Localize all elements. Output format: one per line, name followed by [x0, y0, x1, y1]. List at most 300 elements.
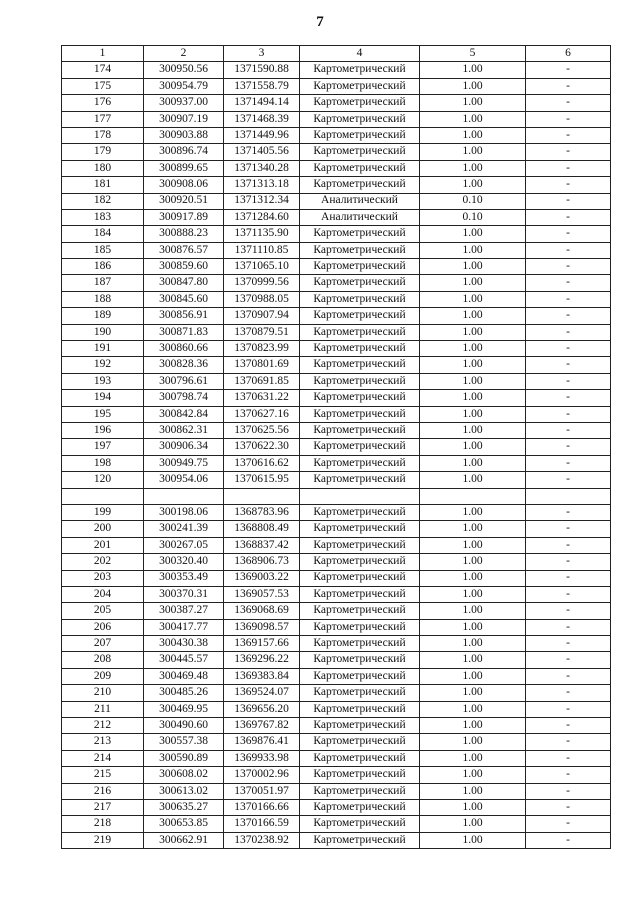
cell-method: Картометрический — [300, 144, 420, 160]
table-row — [62, 488, 611, 504]
cell-note: - — [526, 734, 611, 750]
cell-coordinate-x: 300320.40 — [144, 554, 224, 570]
cell-coordinate-x: 300798.74 — [144, 390, 224, 406]
cell-note: - — [526, 439, 611, 455]
cell-coordinate-y: 1370238.92 — [224, 832, 300, 848]
table-body — [62, 62, 611, 849]
cell-note: - — [526, 308, 611, 324]
cell-point-number: 213 — [62, 734, 144, 750]
cell-coordinate-x: 300888.23 — [144, 226, 224, 242]
cell-accuracy: 1.00 — [420, 373, 526, 389]
cell-point-number: 206 — [62, 619, 144, 635]
cell-coordinate-y: 1369157.66 — [224, 636, 300, 652]
cell-accuracy: 1.00 — [420, 718, 526, 734]
cell-accuracy: 1.00 — [420, 62, 526, 78]
cell-point-number: 195 — [62, 406, 144, 422]
cell-coordinate-x: 300949.75 — [144, 455, 224, 471]
cell-note: - — [526, 177, 611, 193]
cell-coordinate-x: 300842.84 — [144, 406, 224, 422]
cell-coordinate-x: 300856.91 — [144, 308, 224, 324]
cell-coordinate-x: 300267.05 — [144, 537, 224, 553]
cell-method: Картометрический — [300, 767, 420, 783]
cell-coordinate-x: 300908.06 — [144, 177, 224, 193]
cell-note: - — [526, 259, 611, 275]
cell-coordinate-y: 1371110.85 — [224, 242, 300, 258]
cell-coordinate-y: 1371449.96 — [224, 127, 300, 143]
cell-coordinate-y: 1370625.56 — [224, 422, 300, 438]
cell-accuracy: 1.00 — [420, 226, 526, 242]
cell-accuracy: 1.00 — [420, 341, 526, 357]
cell-accuracy: 1.00 — [420, 324, 526, 340]
cell-method: Картометрический — [300, 718, 420, 734]
cell-coordinate-x: 300557.38 — [144, 734, 224, 750]
table-row — [62, 259, 611, 275]
cell-coordinate-x: 300937.00 — [144, 95, 224, 111]
cell-accuracy: 1.00 — [420, 455, 526, 471]
cell-note: - — [526, 783, 611, 799]
cell-note — [526, 488, 611, 504]
cell-coordinate-y: 1371135.90 — [224, 226, 300, 242]
cell-coordinate-x: 300241.39 — [144, 521, 224, 537]
cell-coordinate-y: 1371494.14 — [224, 95, 300, 111]
cell-method: Картометрический — [300, 308, 420, 324]
cell-note: - — [526, 504, 611, 520]
table-row — [62, 390, 611, 406]
cell-point-number: 197 — [62, 439, 144, 455]
table-row — [62, 373, 611, 389]
cell-coordinate-x: 300950.56 — [144, 62, 224, 78]
cell-point-number: 215 — [62, 767, 144, 783]
cell-point-number: 190 — [62, 324, 144, 340]
cell-coordinate-y: 1370801.69 — [224, 357, 300, 373]
column-header-4: 4 — [300, 46, 420, 62]
cell-point-number: 201 — [62, 537, 144, 553]
cell-accuracy: 1.00 — [420, 668, 526, 684]
cell-coordinate-y — [224, 488, 300, 504]
cell-coordinate-y: 1369296.22 — [224, 652, 300, 668]
cell-method: Картометрический — [300, 570, 420, 586]
cell-note: - — [526, 390, 611, 406]
cell-point-number: 186 — [62, 259, 144, 275]
cell-coordinate-y: 1369656.20 — [224, 701, 300, 717]
cell-accuracy: 1.00 — [420, 95, 526, 111]
cell-method: Картометрический — [300, 652, 420, 668]
cell-method: Картометрический — [300, 78, 420, 94]
cell-coordinate-x: 300469.95 — [144, 701, 224, 717]
cell-coordinate-x: 300906.34 — [144, 439, 224, 455]
cell-coordinate-y: 1368837.42 — [224, 537, 300, 553]
cell-method: Картометрический — [300, 750, 420, 766]
cell-method: Картометрический — [300, 734, 420, 750]
cell-point-number: 216 — [62, 783, 144, 799]
cell-accuracy: 1.00 — [420, 144, 526, 160]
cell-coordinate-x: 300653.85 — [144, 816, 224, 832]
cell-coordinate-y: 1370879.51 — [224, 324, 300, 340]
cell-coordinate-y: 1368783.96 — [224, 504, 300, 520]
cell-note: - — [526, 242, 611, 258]
column-header-2: 2 — [144, 46, 224, 62]
table-row — [62, 636, 611, 652]
cell-method: Картометрический — [300, 390, 420, 406]
cell-accuracy: 1.00 — [420, 308, 526, 324]
table-row — [62, 455, 611, 471]
cell-note: - — [526, 668, 611, 684]
table-row — [62, 422, 611, 438]
cell-method: Картометрический — [300, 521, 420, 537]
cell-note: - — [526, 127, 611, 143]
cell-accuracy: 1.00 — [420, 603, 526, 619]
table-row — [62, 586, 611, 602]
cell-method: Картометрический — [300, 799, 420, 815]
cell-point-number: 217 — [62, 799, 144, 815]
cell-coordinate-x: 300954.06 — [144, 472, 224, 488]
cell-note: - — [526, 636, 611, 652]
table-row — [62, 472, 611, 488]
cell-accuracy: 1.00 — [420, 636, 526, 652]
cell-accuracy: 1.00 — [420, 439, 526, 455]
column-header-5: 5 — [420, 46, 526, 62]
table-row — [62, 193, 611, 209]
cell-point-number: 214 — [62, 750, 144, 766]
cell-accuracy: 1.00 — [420, 652, 526, 668]
cell-coordinate-x: 300903.88 — [144, 127, 224, 143]
cell-point-number: 189 — [62, 308, 144, 324]
cell-accuracy: 0.10 — [420, 193, 526, 209]
table-row — [62, 521, 611, 537]
cell-coordinate-x: 300847.80 — [144, 275, 224, 291]
cell-note: - — [526, 570, 611, 586]
cell-note: - — [526, 455, 611, 471]
cell-coordinate-y: 1370999.56 — [224, 275, 300, 291]
cell-point-number: 178 — [62, 127, 144, 143]
cell-point-number: 211 — [62, 701, 144, 717]
table-row — [62, 160, 611, 176]
cell-point-number: 187 — [62, 275, 144, 291]
cell-note: - — [526, 603, 611, 619]
cell-method: Картометрический — [300, 111, 420, 127]
cell-note: - — [526, 373, 611, 389]
cell-coordinate-y: 1370988.05 — [224, 291, 300, 307]
table-row — [62, 734, 611, 750]
cell-method: Картометрический — [300, 832, 420, 848]
cell-accuracy: 1.00 — [420, 685, 526, 701]
cell-note: - — [526, 209, 611, 225]
cell-coordinate-x: 300862.31 — [144, 422, 224, 438]
cell-point-number: 196 — [62, 422, 144, 438]
cell-method: Аналитический — [300, 193, 420, 209]
cell-note: - — [526, 799, 611, 815]
cell-coordinate-x — [144, 488, 224, 504]
cell-coordinate-x: 300445.57 — [144, 652, 224, 668]
table-row — [62, 750, 611, 766]
cell-method: Картометрический — [300, 668, 420, 684]
cell-coordinate-y: 1370002.96 — [224, 767, 300, 783]
cell-note: - — [526, 62, 611, 78]
cell-coordinate-x: 300907.19 — [144, 111, 224, 127]
cell-point-number: 205 — [62, 603, 144, 619]
cell-point-number: 200 — [62, 521, 144, 537]
cell-method: Картометрический — [300, 603, 420, 619]
table-row — [62, 668, 611, 684]
table-row — [62, 242, 611, 258]
coordinates-table — [61, 45, 611, 849]
table-row — [62, 685, 611, 701]
cell-method: Картометрический — [300, 537, 420, 553]
cell-accuracy: 1.00 — [420, 701, 526, 717]
cell-point-number: 188 — [62, 291, 144, 307]
table-row — [62, 603, 611, 619]
cell-point-number: 208 — [62, 652, 144, 668]
cell-method: Картометрический — [300, 291, 420, 307]
cell-note: - — [526, 750, 611, 766]
page-number: 7 — [316, 14, 324, 30]
cell-accuracy: 1.00 — [420, 127, 526, 143]
cell-note: - — [526, 144, 611, 160]
cell-coordinate-y: 1370166.59 — [224, 816, 300, 832]
cell-method: Картометрический — [300, 127, 420, 143]
cell-note: - — [526, 767, 611, 783]
cell-coordinate-y: 1368906.73 — [224, 554, 300, 570]
cell-coordinate-y: 1369524.07 — [224, 685, 300, 701]
cell-coordinate-y: 1369383.84 — [224, 668, 300, 684]
cell-note: - — [526, 718, 611, 734]
cell-accuracy: 1.00 — [420, 570, 526, 586]
cell-coordinate-y: 1369003.22 — [224, 570, 300, 586]
cell-coordinate-x: 300430.38 — [144, 636, 224, 652]
cell-accuracy: 1.00 — [420, 422, 526, 438]
cell-method: Картометрический — [300, 373, 420, 389]
cell-note: - — [526, 652, 611, 668]
cell-point-number: 192 — [62, 357, 144, 373]
cell-accuracy: 1.00 — [420, 242, 526, 258]
cell-point-number: 219 — [62, 832, 144, 848]
cell-note: - — [526, 341, 611, 357]
cell-coordinate-x: 300613.02 — [144, 783, 224, 799]
cell-coordinate-x: 300469.48 — [144, 668, 224, 684]
cell-method: Картометрический — [300, 586, 420, 602]
cell-accuracy: 1.00 — [420, 177, 526, 193]
cell-accuracy: 1.00 — [420, 275, 526, 291]
table-row — [62, 439, 611, 455]
cell-coordinate-y: 1370631.22 — [224, 390, 300, 406]
column-header-1: 1 — [62, 46, 144, 62]
cell-coordinate-y: 1370907.94 — [224, 308, 300, 324]
cell-coordinate-y: 1370166.66 — [224, 799, 300, 815]
cell-note: - — [526, 586, 611, 602]
cell-note: - — [526, 406, 611, 422]
cell-accuracy: 1.00 — [420, 406, 526, 422]
cell-note: - — [526, 193, 611, 209]
cell-method: Картометрический — [300, 701, 420, 717]
cell-coordinate-x: 300387.27 — [144, 603, 224, 619]
cell-method: Картометрический — [300, 472, 420, 488]
cell-coordinate-x: 300796.61 — [144, 373, 224, 389]
cell-coordinate-y: 1371468.39 — [224, 111, 300, 127]
cell-method — [300, 488, 420, 504]
cell-note: - — [526, 111, 611, 127]
table-row — [62, 62, 611, 78]
cell-method: Картометрический — [300, 357, 420, 373]
cell-note: - — [526, 226, 611, 242]
cell-point-number: 120 — [62, 472, 144, 488]
cell-coordinate-y: 1370627.16 — [224, 406, 300, 422]
cell-coordinate-y: 1371065.10 — [224, 259, 300, 275]
cell-accuracy: 1.00 — [420, 816, 526, 832]
table-row — [62, 177, 611, 193]
cell-note: - — [526, 357, 611, 373]
table-row — [62, 619, 611, 635]
cell-point-number: 183 — [62, 209, 144, 225]
cell-point-number: 174 — [62, 62, 144, 78]
table-row — [62, 767, 611, 783]
cell-note: - — [526, 291, 611, 307]
cell-method: Картометрический — [300, 783, 420, 799]
cell-method: Картометрический — [300, 554, 420, 570]
cell-coordinate-x: 300845.60 — [144, 291, 224, 307]
cell-method: Картометрический — [300, 504, 420, 520]
cell-coordinate-y: 1370051.97 — [224, 783, 300, 799]
header-row — [62, 46, 611, 62]
cell-coordinate-x: 300198.06 — [144, 504, 224, 520]
cell-point-number: 193 — [62, 373, 144, 389]
cell-method: Картометрический — [300, 160, 420, 176]
table-row — [62, 504, 611, 520]
cell-coordinate-x: 300608.02 — [144, 767, 224, 783]
cell-method: Картометрический — [300, 619, 420, 635]
cell-method: Картометрический — [300, 636, 420, 652]
cell-point-number: 218 — [62, 816, 144, 832]
cell-coordinate-y: 1370823.99 — [224, 341, 300, 357]
cell-coordinate-x: 300917.89 — [144, 209, 224, 225]
table-row — [62, 357, 611, 373]
cell-coordinate-y: 1369068.69 — [224, 603, 300, 619]
cell-coordinate-y: 1371340.28 — [224, 160, 300, 176]
cell-point-number: 202 — [62, 554, 144, 570]
cell-coordinate-x: 300490.60 — [144, 718, 224, 734]
table-row — [62, 783, 611, 799]
cell-coordinate-x: 300828.36 — [144, 357, 224, 373]
cell-coordinate-y: 1371590.88 — [224, 62, 300, 78]
cell-point-number: 204 — [62, 586, 144, 602]
cell-coordinate-x: 300370.31 — [144, 586, 224, 602]
table-row — [62, 537, 611, 553]
cell-accuracy: 1.00 — [420, 472, 526, 488]
cell-note: - — [526, 324, 611, 340]
cell-accuracy: 1.00 — [420, 78, 526, 94]
cell-coordinate-y: 1371313.18 — [224, 177, 300, 193]
cell-method: Картометрический — [300, 226, 420, 242]
cell-coordinate-x: 300871.83 — [144, 324, 224, 340]
cell-point-number: 180 — [62, 160, 144, 176]
cell-coordinate-y: 1370616.62 — [224, 455, 300, 471]
cell-coordinate-y: 1371405.56 — [224, 144, 300, 160]
table-row — [62, 209, 611, 225]
table-row — [62, 291, 611, 307]
cell-point-number: 210 — [62, 685, 144, 701]
cell-accuracy: 1.00 — [420, 537, 526, 553]
cell-note: - — [526, 701, 611, 717]
cell-note: - — [526, 685, 611, 701]
cell-note: - — [526, 95, 611, 111]
cell-accuracy: 1.00 — [420, 783, 526, 799]
table-row — [62, 308, 611, 324]
cell-accuracy: 0.10 — [420, 209, 526, 225]
cell-note: - — [526, 521, 611, 537]
cell-coordinate-x: 300635.27 — [144, 799, 224, 815]
cell-note: - — [526, 422, 611, 438]
cell-point-number: 191 — [62, 341, 144, 357]
cell-note: - — [526, 816, 611, 832]
cell-note: - — [526, 537, 611, 553]
cell-accuracy: 1.00 — [420, 291, 526, 307]
table-row — [62, 78, 611, 94]
cell-accuracy: 1.00 — [420, 832, 526, 848]
cell-point-number: 177 — [62, 111, 144, 127]
cell-note: - — [526, 554, 611, 570]
column-header-3: 3 — [224, 46, 300, 62]
cell-point-number: 198 — [62, 455, 144, 471]
cell-accuracy: 1.00 — [420, 554, 526, 570]
cell-coordinate-y: 1369876.41 — [224, 734, 300, 750]
cell-accuracy: 1.00 — [420, 619, 526, 635]
cell-note: - — [526, 832, 611, 848]
cell-point-number: 209 — [62, 668, 144, 684]
table-row — [62, 832, 611, 848]
cell-note: - — [526, 160, 611, 176]
table-row — [62, 816, 611, 832]
cell-coordinate-x: 300859.60 — [144, 259, 224, 275]
cell-coordinate-y: 1371558.79 — [224, 78, 300, 94]
cell-point-number: 199 — [62, 504, 144, 520]
cell-point-number: 185 — [62, 242, 144, 258]
cell-coordinate-x: 300896.74 — [144, 144, 224, 160]
cell-method: Картометрический — [300, 177, 420, 193]
table-row — [62, 127, 611, 143]
table-row — [62, 652, 611, 668]
cell-point-number — [62, 488, 144, 504]
cell-method: Картометрический — [300, 685, 420, 701]
cell-point-number: 194 — [62, 390, 144, 406]
cell-method: Картометрический — [300, 455, 420, 471]
cell-note: - — [526, 275, 611, 291]
cell-point-number: 212 — [62, 718, 144, 734]
cell-accuracy — [420, 488, 526, 504]
cell-coordinate-x: 300417.77 — [144, 619, 224, 635]
cell-method: Картометрический — [300, 242, 420, 258]
cell-coordinate-x: 300920.51 — [144, 193, 224, 209]
cell-method: Картометрический — [300, 816, 420, 832]
cell-accuracy: 1.00 — [420, 521, 526, 537]
cell-method: Картометрический — [300, 406, 420, 422]
table-row — [62, 111, 611, 127]
cell-coordinate-y: 1370622.30 — [224, 439, 300, 455]
cell-coordinate-y: 1371284.60 — [224, 209, 300, 225]
table-row — [62, 799, 611, 815]
cell-note: - — [526, 619, 611, 635]
table-row — [62, 144, 611, 160]
cell-point-number: 181 — [62, 177, 144, 193]
cell-note: - — [526, 472, 611, 488]
table-row — [62, 95, 611, 111]
cell-method: Картометрический — [300, 439, 420, 455]
cell-point-number: 203 — [62, 570, 144, 586]
cell-method: Аналитический — [300, 209, 420, 225]
cell-method: Картометрический — [300, 95, 420, 111]
table-row — [62, 570, 611, 586]
cell-point-number: 184 — [62, 226, 144, 242]
cell-accuracy: 1.00 — [420, 357, 526, 373]
cell-coordinate-x: 300590.89 — [144, 750, 224, 766]
